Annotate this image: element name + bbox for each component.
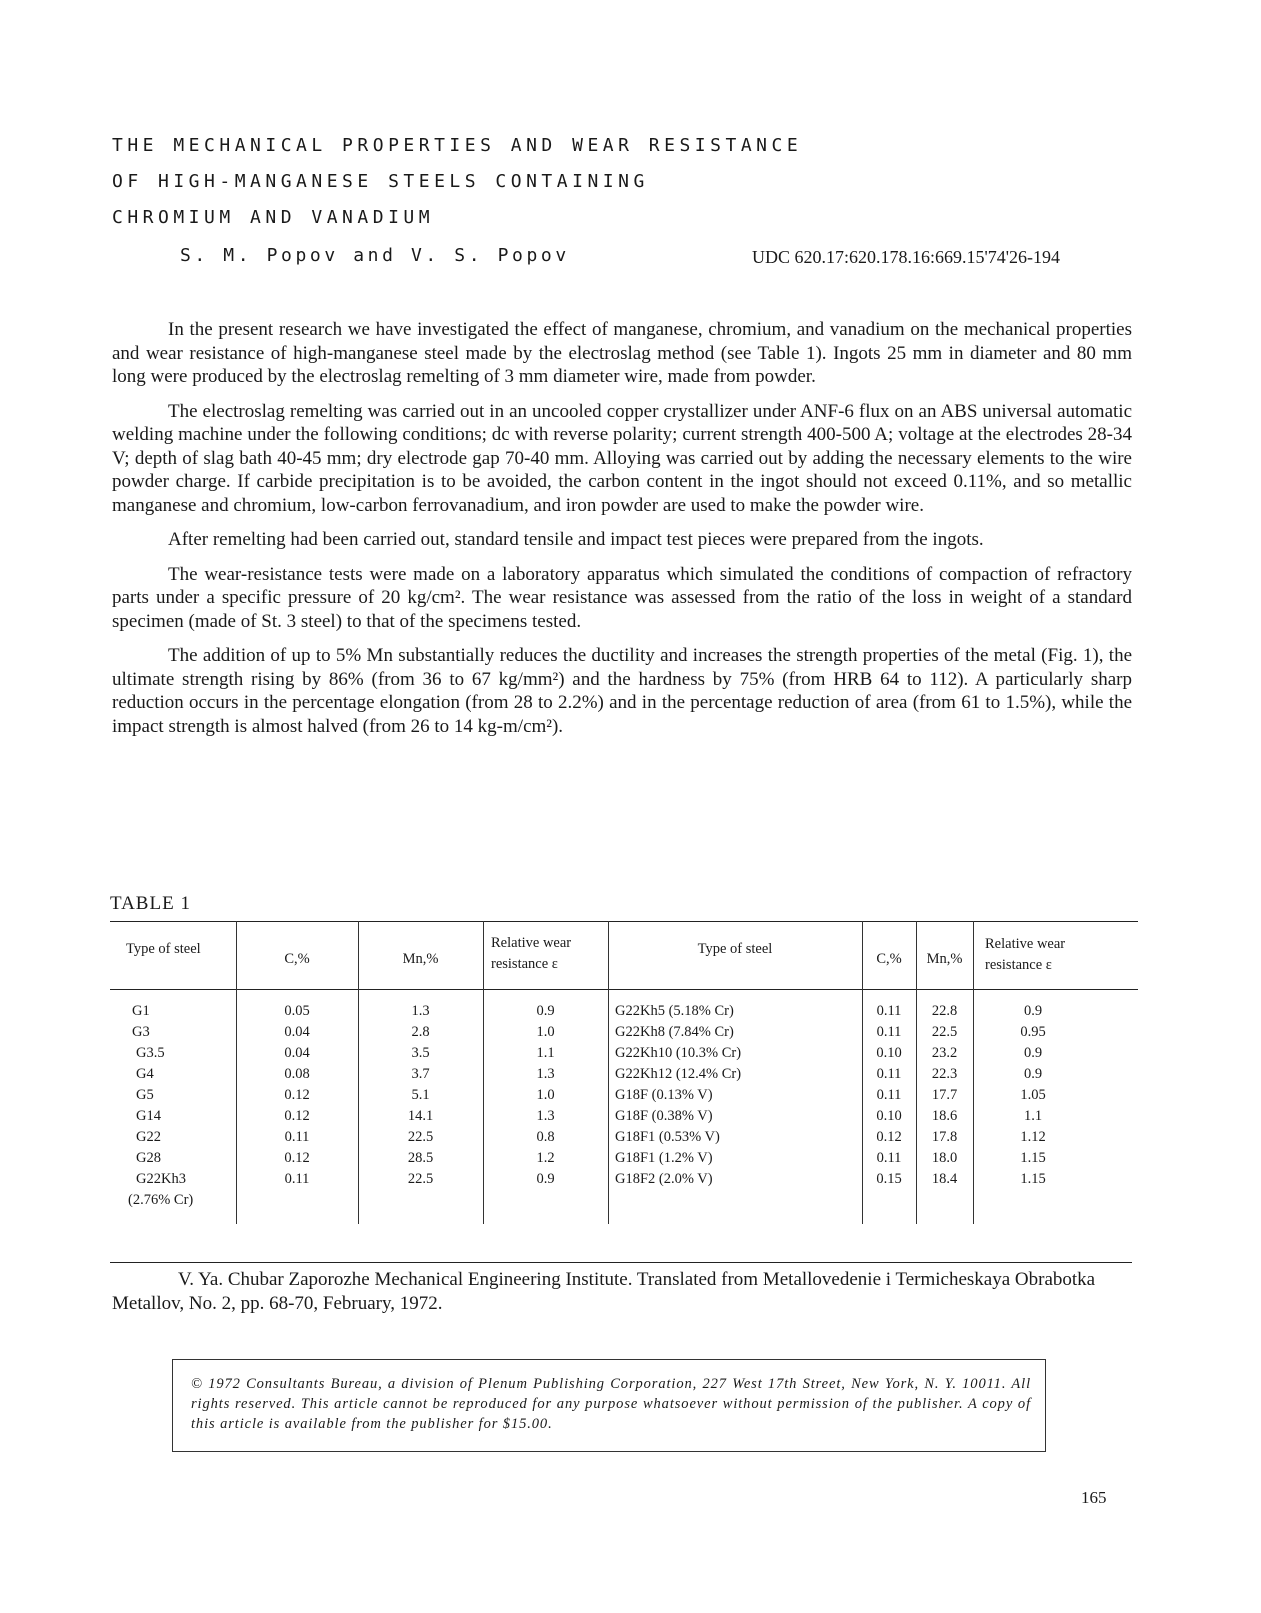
cell-mn: 18.4 [931,1171,958,1187]
article-title [112,128,1012,236]
title-line-3: CHROMIUM AND VANADIUM [112,207,435,228]
header-mn-right: Mn,% [926,951,963,967]
cell-wear: 0.9 [1023,1066,1043,1082]
cell-c: 0.04 [284,1024,310,1040]
cell-wear: 1.2 [536,1150,555,1166]
cell-mn: 22.5 [407,1171,434,1187]
cell-mn: 22.5 [931,1024,958,1040]
cell-c: 0.12 [876,1129,902,1145]
cell-mn: 5.1 [411,1087,430,1103]
paragraph-1: In the present research we have investigated the effect of manganese, chromium, and vanadium on the mechanical properties and wear resistance of high-manganese steel made by the electroslag method (see Table 1). Ingots 25 mm in diameter and 80 mm long were produced by the electroslag remelting of 3 mm diameter wire, made from powder. [112,319,1132,387]
header-c-right: C,% [876,951,902,967]
header-wear-left-2: resistance ε [491,956,558,972]
cell-wear: 0.9 [536,1171,555,1187]
cell-type: G22Kh8 (7.84% Cr) [615,1024,734,1040]
header-wear-right-2: resistance ε [985,957,1052,973]
cell-mn: 17.7 [931,1087,958,1103]
cell-wear: 1.05 [1020,1087,1046,1103]
page-number: 165 [1081,1488,1107,1507]
udc-code: UDC 620.17:620.178.16:669.15'74'26-194 [752,247,1060,267]
cell-type: G22Kh5 (5.18% Cr) [615,1003,734,1019]
authors: S. M. Popov and V. S. Popov [180,245,570,266]
cell-wear: 0.95 [1020,1024,1046,1040]
cell-mn: 17.8 [931,1129,958,1145]
cell-c: 0.12 [284,1108,310,1124]
cell-wear: 1.1 [536,1045,555,1061]
cell-type: G18F2 (2.0% V) [615,1171,713,1187]
cell-type: G5 [136,1087,154,1103]
header-type-left: Type of steel [126,941,201,957]
cell-wear: 0.8 [536,1129,555,1145]
table-top-rule [110,921,1138,922]
cell-c: 0.15 [876,1171,902,1187]
title-line-2: OF HIGH-MANGANESE STEELS CONTAINING [112,171,649,192]
cell-c: 0.11 [876,1003,902,1019]
paragraph-5: The addition of up to 5% Mn substantially reduces the ductility and increases the strength properties of the metal (Fig. 1), the ultimate strength rising by 86% (from 36 to 67 kg/mm²) and the hardness by 75% (from HRB 64 to 112). A particularly sharp reduction occurs in the percentage elongation (from 28 to 2.2%) and in the percentage reduction of area (from 61 to 1.5%), while the impact strength is almost halved (from 26 to 14 kg-m/cm²). [112,645,1132,737]
cell-mn: 1.3 [411,1003,430,1019]
footnote: V. Ya. Chubar Zaporozhe Mechanical Engineering Institute. Translated from Metallovedenie i Termicheskaya Obrabotka Metallov, No. 2, pp. 68-70, February, 1972. [112,1269,1096,1314]
cell-mn: 23.2 [931,1045,958,1061]
cell-c: 0.10 [876,1108,902,1124]
cell-mn: 2.8 [411,1024,430,1040]
cell-type: G22Kh10 (10.3% Cr) [615,1045,742,1061]
footnote-rule [110,1262,1132,1263]
cell-wear: 1.15 [1020,1150,1046,1166]
table-label: TABLE 1 [110,893,191,914]
cell-wear: 1.0 [536,1024,555,1040]
cell-wear: 1.12 [1020,1129,1046,1145]
copyright-notice: © 1972 Consultants Bureau, a division of Plenum Publishing Corporation, 227 West 17th Street, New York, N. Y. 10011. All rights reserved. This article cannot be reproduced for any purpose whatsoever without permission of the publisher. A copy of this article is available from the publisher for $15.00. [191,1376,1031,1432]
cell-c: 0.08 [284,1066,310,1082]
column-divider [608,921,609,1224]
cell-type: G4 [136,1066,154,1082]
cell-type: G18F (0.38% V) [615,1108,713,1124]
paragraph-4: The wear-resistance tests were made on a laboratory apparatus which simulated the conditions of compaction of refractory parts under a specific pressure of 20 kg/cm². The wear resistance was assessed from the ratio of the loss in weight of a standard specimen (made of St. 3 steel) to that of the specimens tested. [112,563,1132,632]
cell-c: 0.04 [284,1045,310,1061]
cell-mn: 14.1 [407,1108,434,1124]
cell-mn: 22.5 [407,1129,434,1145]
cell-c: 0.05 [284,1003,310,1019]
cell-type: G28 [136,1150,161,1166]
table-header-rule [110,989,1138,990]
cell-mn: 22.8 [931,1003,958,1019]
cell-mn: 18.0 [931,1150,958,1166]
cell-c: 0.11 [876,1150,902,1166]
copyright-box [172,1359,1046,1452]
paragraph-2: The electroslag remelting was carried out in an uncooled copper crystallizer under ANF-6 flux on an ABS universal automatic welding machine under the following conditions; dc with reverse polarity; current strength 400-500 A; voltage at the electrodes 28-34 V; depth of slag bath 40-45 mm; dry electrode gap 70-40 mm. Alloying was carried out by adding the necessary elements to the wire powder charge. If carbide precipitation is to be avoided, the carbon content in the ingot should not exceed 0.11%, and so metallic manganese and chromium, low-carbon ferrovanadium, and iron powder are used to make the powder wire. [112,400,1132,516]
cell-type: G18F (0.13% V) [615,1087,713,1103]
cell-wear: 1.3 [536,1108,555,1124]
cell-wear: 0.9 [536,1003,555,1019]
header-wear-left-1: Relative wear [491,935,572,951]
cell-mn: 3.7 [411,1066,430,1082]
article-body [112,318,1132,749]
steel-table [110,919,1138,1224]
cell-wear: 0.9 [1023,1003,1043,1019]
cell-mn: 22.3 [931,1066,958,1082]
cell-type: G18F1 (0.53% V) [615,1129,720,1145]
cell-c: 0.11 [876,1087,902,1103]
cell-mn: 28.5 [407,1150,434,1166]
cell-type: G14 [136,1108,161,1124]
cell-c: 0.12 [284,1150,310,1166]
cell-type: G18F1 (1.2% V) [615,1150,713,1166]
cell-type: G22Kh3 [136,1171,186,1187]
cell-c: 0.11 [876,1066,902,1082]
cell-mn: 3.5 [411,1045,430,1061]
cell-c: 0.11 [876,1024,902,1040]
cell-c: 0.10 [876,1045,902,1061]
cell-wear: 1.3 [536,1066,555,1082]
header-type-right: Type of steel [697,941,773,957]
title-line-1: THE MECHANICAL PROPERTIES AND WEAR RESISTANCE [112,135,803,156]
cell-type: G22Kh12 (12.4% Cr) [615,1066,742,1082]
paragraph-3: After remelting had been carried out, standard tensile and impact test pieces were prepared from the ingots. [168,529,984,550]
cell-c: 0.12 [284,1087,310,1103]
cell-c: 0.11 [284,1129,310,1145]
cell-type: G3.5 [136,1045,165,1061]
cell-wear: 0.9 [1023,1045,1043,1061]
cell-wear: 1.1 [1023,1108,1043,1124]
cell-type-continuation: (2.76% Cr) [128,1192,194,1208]
cell-type: G1 [132,1003,150,1019]
header-mn-left: Mn,% [402,951,439,967]
cell-type: G3 [132,1024,150,1040]
cell-wear: 1.15 [1020,1171,1046,1187]
cell-mn: 18.6 [931,1108,958,1124]
header-c-left: C,% [284,951,310,967]
header-wear-right-1: Relative wear [985,936,1066,952]
cell-c: 0.11 [284,1171,310,1187]
cell-wear: 1.0 [536,1087,555,1103]
cell-type: G22 [136,1129,161,1145]
